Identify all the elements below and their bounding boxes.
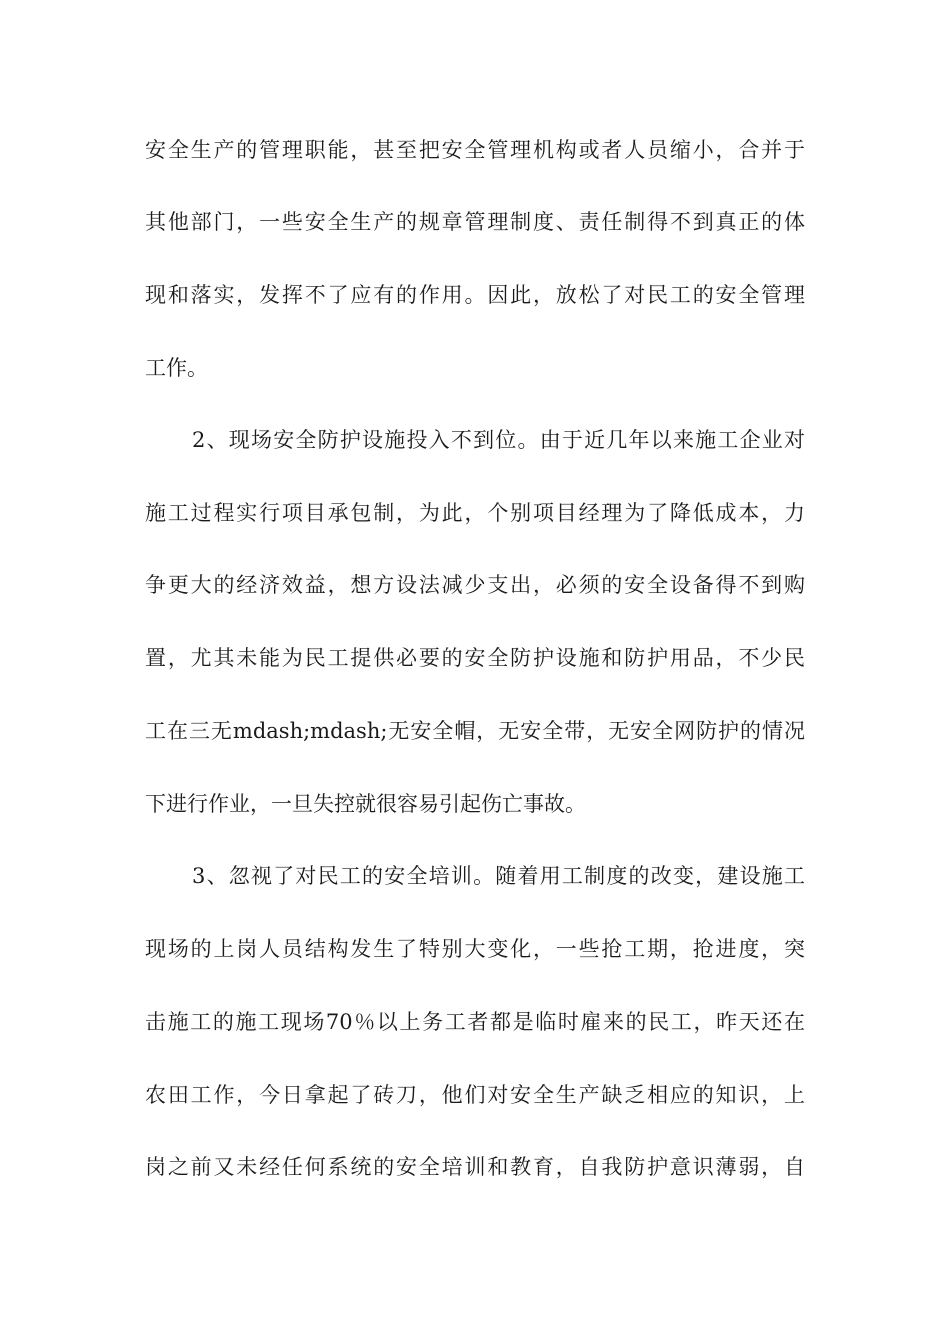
- text-line: 工在三无mdash;mdash;无安全帽，无安全带，无安全网防护的情况: [145, 719, 805, 743]
- text-line: 击施工的施工现场70％以上务工者都是临时雇来的民工，昨天还在: [145, 1010, 805, 1034]
- text-line: 农田工作，今日拿起了砖刀，他们对安全生产缺乏相应的知识，上: [145, 1083, 805, 1107]
- text-line: 置，尤其未能为民工提供必要的安全防护设施和防护用品，不少民: [145, 646, 805, 670]
- text-line: 现场的上岗人员结构发生了特别大变化，一些抢工期，抢进度，突: [145, 937, 805, 961]
- text-line: 争更大的经济效益，想方设法减少支出，必须的安全设备得不到购: [145, 573, 805, 597]
- text-line: 岗之前又未经任何系统的安全培训和教育，自我防护意识薄弱，自: [145, 1155, 805, 1179]
- paragraph-2-first-line: 2、现场安全防护设施投入不到位。由于近几年以来施工企业对: [192, 428, 805, 452]
- paragraph-3-first-line: 3、忽视了对民工的安全培训。随着用工制度的改变，建设施工: [192, 864, 805, 888]
- text-line: 工作。: [145, 356, 208, 380]
- text-line: 下进行作业，一旦失控就很容易引起伤亡事故。: [145, 792, 586, 816]
- text-line: 其他部门，一些安全生产的规章管理制度、责任制得不到真正的体: [145, 210, 805, 234]
- text-line: 现和落实，发挥不了应有的作用。因此，放松了对民工的安全管理: [145, 283, 805, 307]
- text-line: 施工过程实行项目承包制，为此，个别项目经理为了降低成本，力: [145, 501, 805, 525]
- text-line: 安全生产的管理职能，甚至把安全管理机构或者人员缩小，合并于: [145, 138, 805, 162]
